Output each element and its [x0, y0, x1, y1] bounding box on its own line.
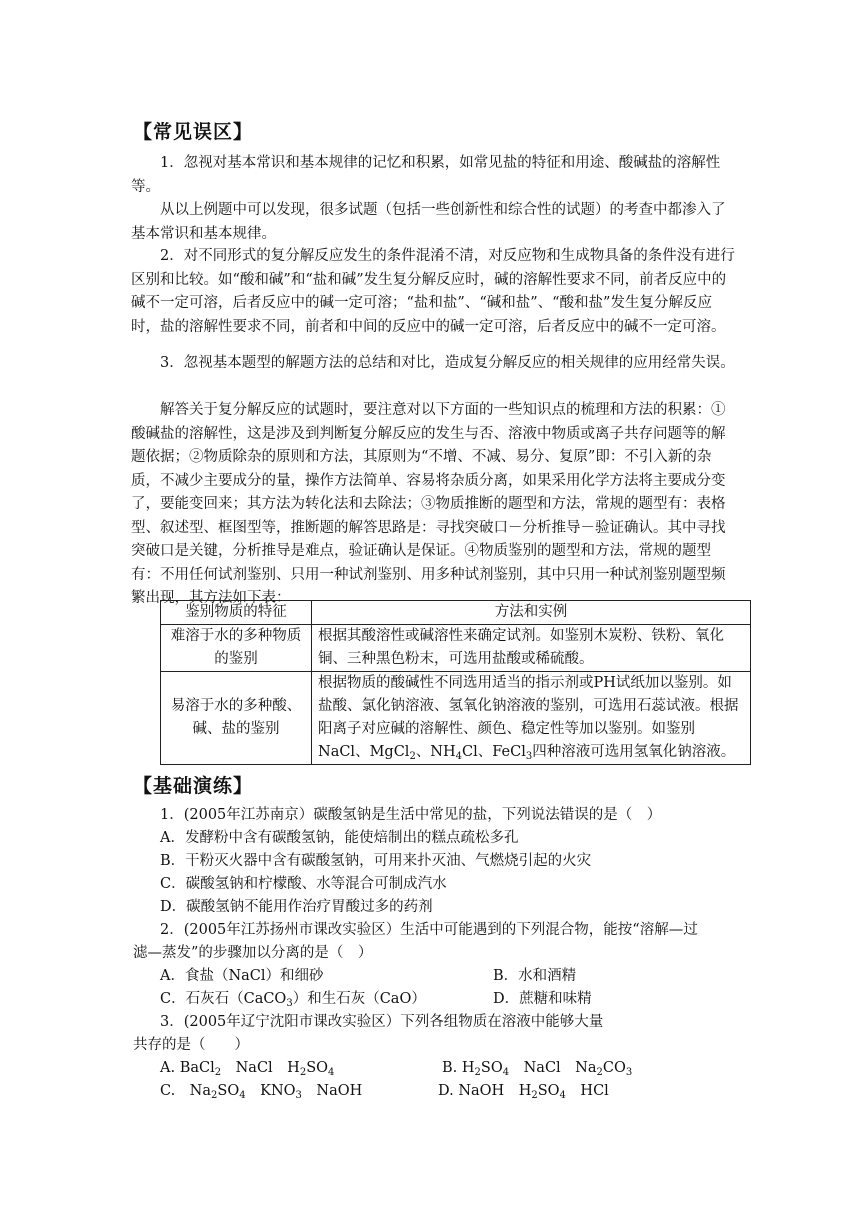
option-text: SO — [217, 1083, 240, 1099]
subscript: 2 — [409, 751, 416, 762]
table-header-method: 方法和实例 — [312, 601, 751, 625]
subscript: 3 — [625, 1067, 633, 1078]
subscript: 3 — [286, 998, 293, 1009]
option-text: NaCl H — [221, 1060, 300, 1076]
option-text: CO — [602, 1060, 626, 1076]
subscript: 2 — [214, 1067, 222, 1078]
paragraph-2: 从以上例题中可以发现，很多试题（包括一些创新性和综合性的试题）的考查中都渗入了基本常识和基本规律。 — [131, 202, 726, 242]
paragraph-1: 1．忽视对基本常识和基本规律的记忆和积累，如常见盐的特征和用途、酸碱盐的溶解性等。 — [131, 155, 721, 195]
section-title-common-mistakes: 【常见误区】 — [133, 121, 254, 143]
table-cell-feature: 难溶于水的多种物质的鉴别 — [161, 625, 312, 672]
question-2-option-b: B．水和酒精 — [493, 968, 577, 984]
question-2-stem: 2．(2005年江苏扬州市课改实验区）生活中可能遇到的下列混合物，能按“溶解—过 — [160, 922, 698, 938]
question-2-option-c — [160, 988, 426, 1011]
paragraph-3: 2．对不同形式的复分解反应发生的条件混淆不清，对反应物和生成物具备的条件没有进行区别和比较。如“酸和碱”和“盐和碱”发生复分解反应时，碱的溶解性要求不同，前者反应中的碱不一定可溶，后者反应中的碱一定可溶；“盐和盐”、“碱和盐”、“酸和盐”发生复分解反应时，盐的溶解性要求不同，前者和中间的反应中的碱一定可溶，后者反应中的碱不一定可溶。 — [131, 248, 735, 335]
table-row — [161, 625, 751, 672]
option-text: SO — [480, 1060, 503, 1076]
option-text: SO — [306, 1060, 329, 1076]
section-title-basic-practice: 【基础演练】 — [133, 775, 254, 797]
question-3-option-a — [160, 1057, 334, 1080]
question-1-stem: 1．(2005年江苏南京）碳酸氢钠是生活中常见的盐，下列说法错误的是（ ） — [160, 807, 662, 823]
question-2-stem-continued: 滤—蒸发”的步骤加以分离的是（ ） — [133, 945, 373, 961]
method-text: 四种溶液可选用氢氧化钠溶液。 — [532, 744, 736, 760]
paragraph-5: 解答关于复分解反应的试题时，要注意对以下方面的一些知识点的梳理和方法的积累：①酸碱盐的溶解性，这是涉及到判断复分解反应的发生与否、溶液中物质或离子共存问题等的解题依据；②物质除杂的原则和方法，其原则为“不增、不减、易分、复原”即：不引入新的杂质，不减少主要成分的量，操作方法简单、容易将杂质分离，如果采用化学方法将主要成分变了，要能变回来；其方法为转化法和去除法；③物质推断的题型和方法，常规的题型有：表格型、叙述型、框图型等，推断题的解答思路是：寻找突破口－分析推导－验证确认。其中寻找突破口是关键，分析推导是难点，验证确认是保证。④物质鉴别的题型和方法，常规的题型有：不用任何试剂鉴别、只用一种试剂鉴别、用多种试剂鉴别，其中只用一种试剂鉴别题型频繁出现，其方法如下表： — [131, 402, 726, 606]
question-3-option-d — [438, 1080, 609, 1103]
option-text: A. BaCl — [160, 1060, 215, 1076]
subscript: 2 — [531, 1090, 538, 1101]
question-2-option-d: D．蔗糖和味精 — [493, 991, 592, 1007]
question-3-stem-continued: 共存的是（ ） — [133, 1037, 249, 1053]
method-text: 根据物质的酸碱性不同选用适当的指示剂或PH试纸加以鉴别。如盐酸、氯化钠溶液、氢氧化钠溶液的鉴别，可选用石蕊试液。根据阳离子对应碱的溶解性、颜色、稳定性等加以鉴别。如鉴别 NaCl、MgCl — [318, 675, 739, 760]
method-text: Cl、FeCl — [462, 744, 526, 760]
option-text: NaOH — [301, 1083, 363, 1099]
question-1-option-d: D．碳酸氢钠不能用作治疗胃酸过多的药剂 — [160, 899, 433, 915]
option-text: B. H — [442, 1060, 475, 1076]
option-text: NaCl Na — [509, 1060, 597, 1076]
option-text: C. Na — [160, 1083, 212, 1099]
subscript: 2 — [211, 1090, 218, 1101]
option-text: D. NaOH H — [438, 1083, 532, 1099]
question-3-option-c — [160, 1080, 362, 1103]
question-3-option-b — [442, 1057, 632, 1080]
subscript: 2 — [299, 1067, 307, 1078]
subscript: 3 — [525, 751, 533, 762]
method-text: 、NH — [415, 744, 456, 760]
question-2-option-a: A．食盐（NaCl）和细砂 — [160, 968, 324, 984]
subscript: 2 — [474, 1067, 481, 1078]
subscript: 4 — [328, 1067, 335, 1078]
table-header-feature: 鉴别物质的特征 — [161, 601, 312, 625]
paragraph-4: 3．忽视基本题型的解题方法的总结和对比，造成复分解反应的相关规律的应用经常失误。 — [160, 355, 735, 371]
question-1-option-c: C．碳酸氢钠和柠檬酸、水等混合可制成汽水 — [160, 876, 447, 892]
table-cell-method: 根据其酸溶性或碱溶性来确定试剂。如鉴别木炭粉、铁粉、氧化铜、三种黑色粉末，可选用盐酸或稀硫酸。 — [312, 625, 751, 672]
table-header-row — [161, 601, 751, 625]
option-text: ）和生石灰（CaO） — [292, 991, 426, 1007]
question-1-option-a: A．发酵粉中含有碳酸氢钠，能使焙制出的糕点疏松多孔 — [160, 830, 519, 846]
option-text: KNO — [245, 1083, 296, 1099]
subscript: 4 — [239, 1090, 246, 1101]
option-text: SO — [537, 1083, 560, 1099]
option-text: C．石灰石（CaCO — [160, 991, 287, 1007]
subscript: 2 — [596, 1067, 603, 1078]
subscript: 4 — [455, 751, 463, 762]
subscript: 3 — [295, 1090, 302, 1101]
question-1-option-b: B．干粉灭火器中含有碳酸氢钠，可用来扑灭油、气燃烧引起的火灾 — [160, 853, 592, 869]
table-cell-feature: 易溶于水的多种酸、碱、盐的鉴别 — [161, 672, 312, 765]
question-3-stem: 3．(2005年辽宁沈阳市课改实验区）下列各组物质在溶液中能够大量 — [160, 1014, 604, 1030]
table-cell-method — [312, 672, 751, 765]
identification-table — [160, 600, 751, 765]
subscript: 4 — [559, 1090, 566, 1101]
table-row — [161, 672, 751, 765]
option-text: HCl — [565, 1083, 609, 1099]
subscript: 4 — [502, 1067, 510, 1078]
